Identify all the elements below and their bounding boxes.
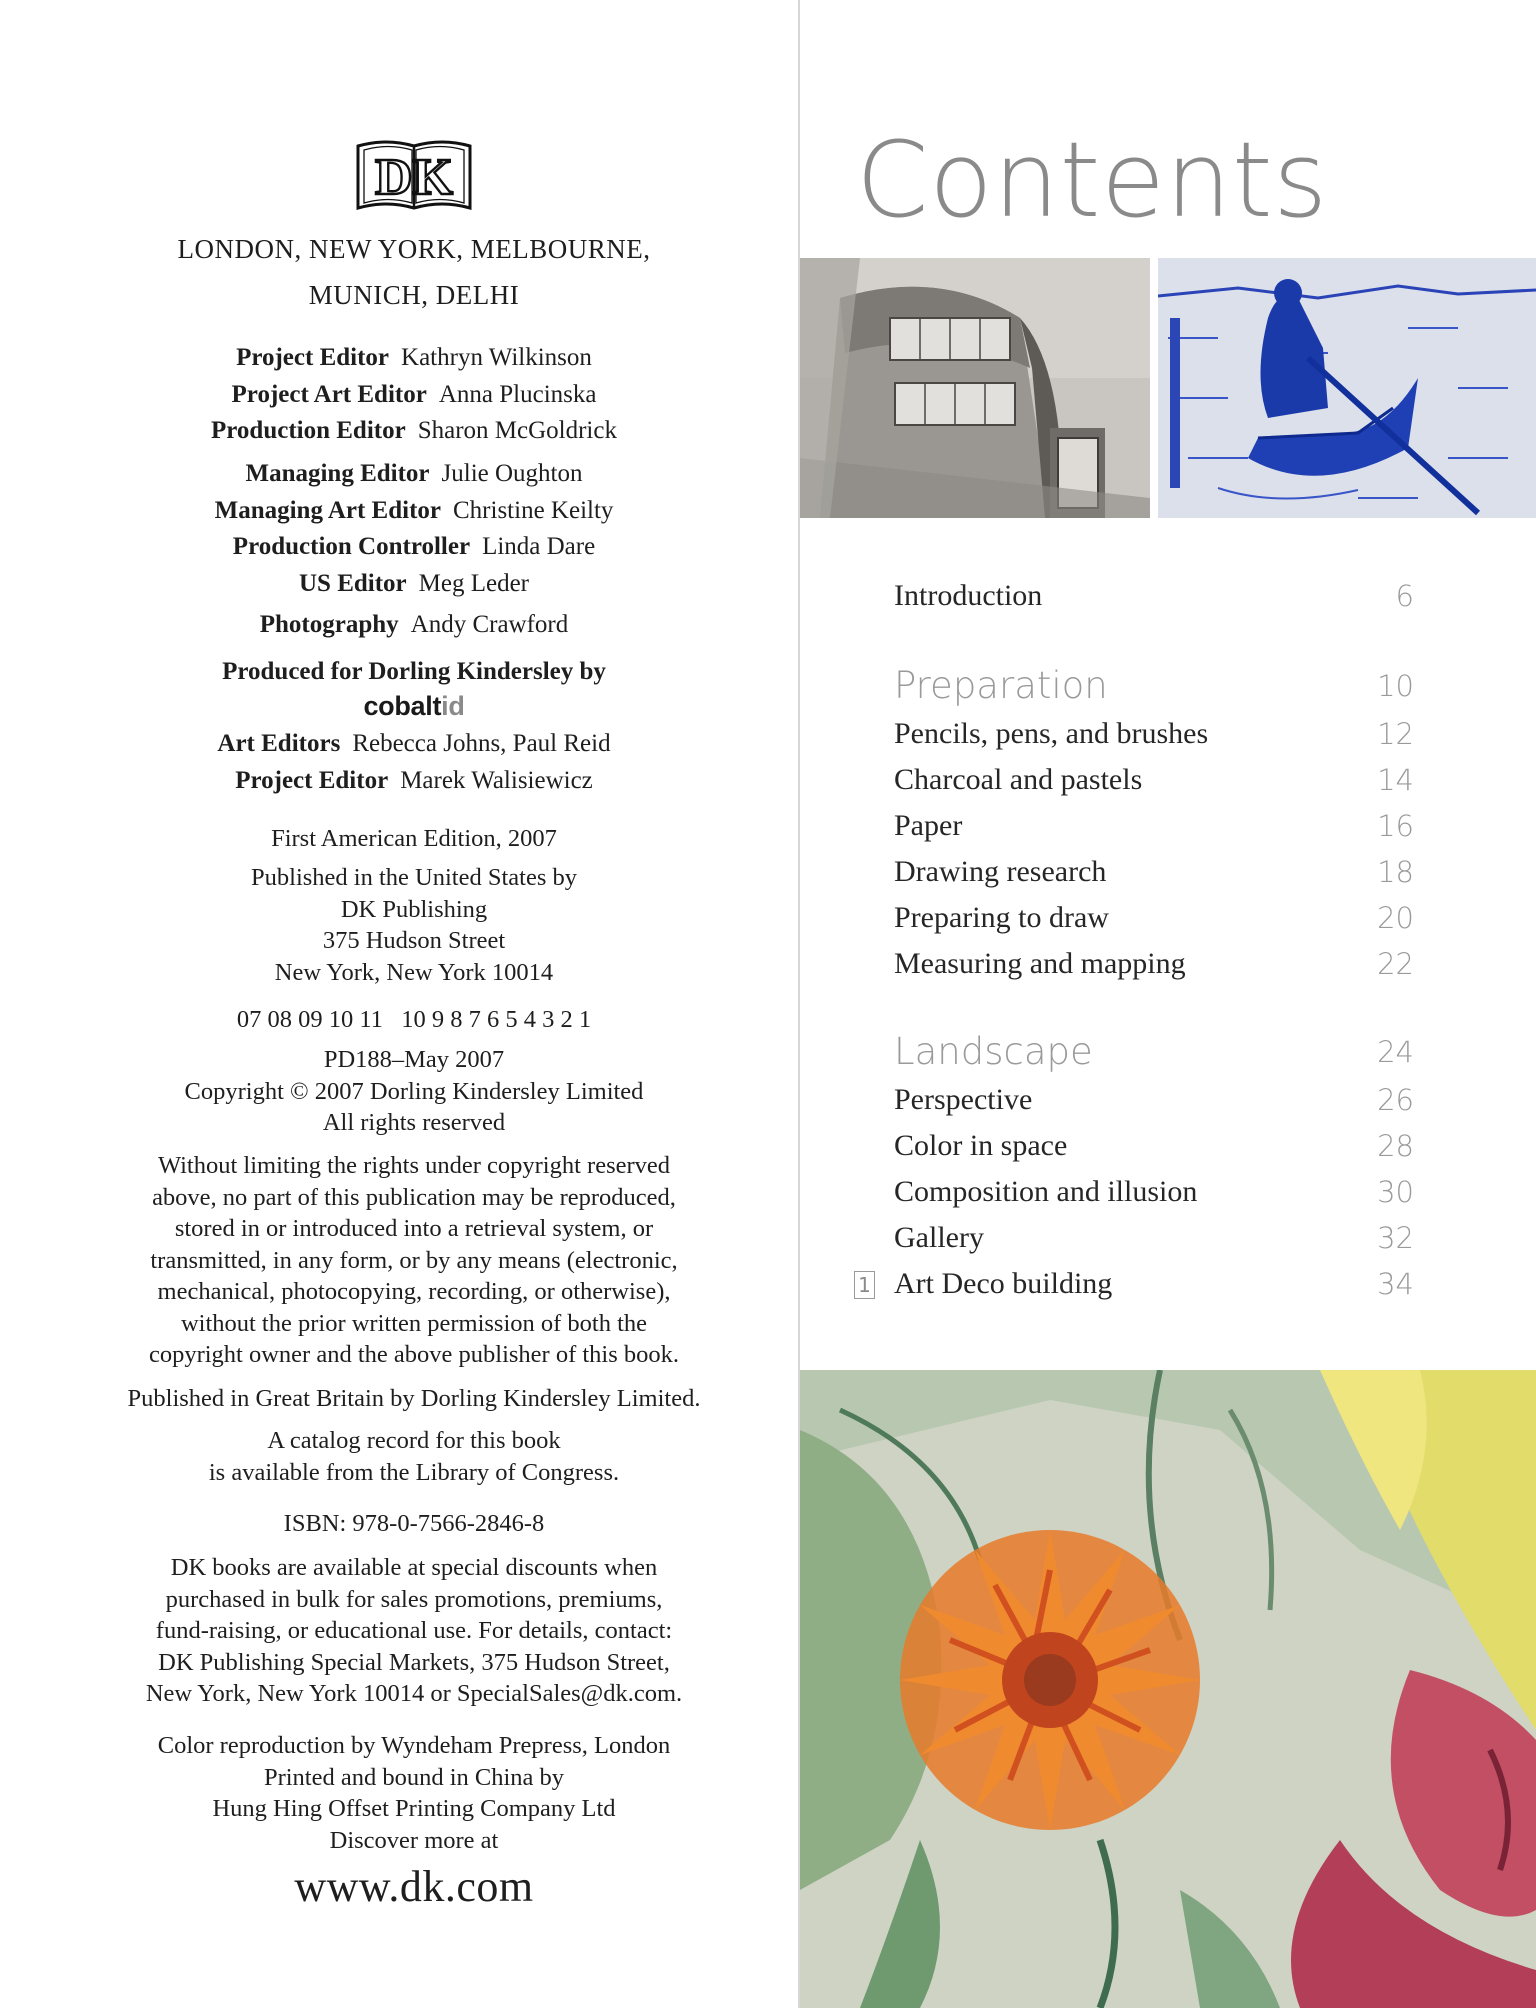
project-number-badge: 1 bbox=[854, 1271, 875, 1299]
contents-title: Contents bbox=[856, 119, 1328, 241]
dk-logo-letters: DK bbox=[375, 149, 453, 206]
credit-line bbox=[60, 763, 768, 800]
special-sales-line: New York, New York 10014 or SpecialSales@dk.com. bbox=[145, 1680, 683, 1707]
cities-line: LONDON, NEW YORK, MELBOURNE, bbox=[177, 234, 651, 264]
website-url[interactable]: www.dk.com bbox=[294, 1862, 534, 1911]
us-publisher-line: 375 Hudson Street bbox=[322, 927, 506, 954]
toc-entry[interactable] bbox=[894, 942, 1414, 986]
toc-page-number: 10 bbox=[1377, 669, 1414, 703]
credit-role: Production Editor bbox=[211, 417, 406, 444]
rights-line: copyright owner and the above publisher of this book. bbox=[148, 1341, 680, 1368]
credit-line bbox=[60, 413, 768, 450]
isbn-text: ISBN: 978-0-7566-2846-8 bbox=[283, 1510, 545, 1537]
toc-page-number: 16 bbox=[1377, 809, 1414, 843]
toc-page-number: 30 bbox=[1377, 1175, 1414, 1209]
publisher-cities bbox=[60, 226, 768, 318]
us-publisher-line: New York, New York 10014 bbox=[274, 958, 554, 986]
production-line: Color reproduction by Wyndeham Prepress, London bbox=[157, 1732, 671, 1759]
toc-title: Composition and illusion bbox=[894, 1175, 1198, 1208]
print-number-line bbox=[60, 1004, 768, 1036]
credit-role: US Editor bbox=[298, 569, 407, 597]
edition-line bbox=[60, 823, 768, 855]
gb-publisher bbox=[60, 1383, 768, 1415]
cobalt-id-logo bbox=[60, 691, 768, 721]
special-sales-line: fund-raising, or educational use. For details, contact: bbox=[155, 1617, 673, 1644]
toc-page-number: 28 bbox=[1377, 1129, 1414, 1163]
toc-page-number: 6 bbox=[1395, 579, 1414, 613]
catalog-record bbox=[60, 1425, 768, 1488]
copyright-line: PD188–May 2007 bbox=[323, 1046, 505, 1073]
toc-page-number: 22 bbox=[1377, 947, 1414, 981]
rights-line: Without limiting the rights under copyright reserved bbox=[157, 1152, 671, 1179]
toc-title: Landscape bbox=[894, 1030, 1093, 1073]
toc-section-heading[interactable] bbox=[894, 664, 1414, 708]
toc-page-number: 26 bbox=[1377, 1083, 1414, 1117]
dk-logo bbox=[352, 136, 476, 214]
us-publisher-line: Published in the United States by bbox=[251, 864, 577, 891]
credit-name: Andy Crawford bbox=[410, 611, 569, 638]
toc-entry[interactable] bbox=[894, 1170, 1414, 1214]
gb-publisher-text: Published in Great Britain by Dorling Kindersley Limited. bbox=[127, 1385, 701, 1412]
toc-entry[interactable] bbox=[894, 1124, 1414, 1168]
toc-section-heading[interactable] bbox=[894, 1030, 1414, 1074]
toc-entry[interactable] bbox=[894, 712, 1414, 756]
toc-page-number: 14 bbox=[1377, 763, 1414, 797]
copyright-line: Copyright © 2007 Dorling Kindersley Limited bbox=[184, 1077, 644, 1105]
catalog-line: A catalog record for this book bbox=[267, 1427, 561, 1454]
toc-page-number: 12 bbox=[1377, 717, 1414, 751]
toc-page-number: 24 bbox=[1377, 1035, 1414, 1069]
rights-line: without the prior written permission of both the bbox=[180, 1309, 648, 1337]
credit-name: Marek Walisiewicz bbox=[400, 766, 593, 794]
toc-entry[interactable] bbox=[894, 896, 1414, 940]
credit-line bbox=[60, 340, 768, 377]
credit-name: Christine Keilty bbox=[453, 496, 614, 524]
credit-role: Managing Editor bbox=[245, 460, 430, 487]
toc-entry[interactable] bbox=[894, 1078, 1414, 1122]
credit-line bbox=[60, 377, 768, 414]
toc-title: Measuring and mapping bbox=[894, 947, 1186, 980]
credit-role: Project Art Editor bbox=[231, 380, 427, 408]
rights-line: mechanical, photocopying, recording, or otherwise), bbox=[157, 1278, 671, 1305]
credit-name: Kathryn Wilkinson bbox=[401, 344, 592, 371]
credit-name: Linda Dare bbox=[482, 533, 596, 560]
producer-credits bbox=[60, 726, 768, 799]
credit-role: Photography bbox=[259, 611, 399, 638]
toc-entry[interactable] bbox=[894, 574, 1414, 618]
isbn-line bbox=[60, 1508, 768, 1540]
credit-name: Rebecca Johns, Paul Reid bbox=[352, 730, 611, 757]
toc-title: Art Deco building bbox=[894, 1267, 1113, 1300]
catalog-line: is available from the Library of Congress. bbox=[208, 1458, 620, 1486]
credit-role: Managing Art Editor bbox=[214, 496, 441, 524]
toc-title: Preparing to draw bbox=[894, 901, 1109, 934]
special-sales-line: DK Publishing Special Markets, 375 Hudson Street, bbox=[158, 1648, 670, 1676]
toc-entry[interactable] bbox=[858, 1262, 1414, 1306]
copyright-line: All rights reserved bbox=[322, 1109, 506, 1136]
production-line: Printed and bound in China by bbox=[263, 1763, 565, 1791]
producer-block bbox=[60, 654, 768, 721]
credit-role: Project Editor bbox=[236, 344, 390, 371]
toc-title: Perspective bbox=[894, 1083, 1033, 1116]
cobalt-logo-part: cobalt bbox=[363, 690, 442, 721]
credit-line bbox=[60, 456, 768, 493]
credit-role: Production Controller bbox=[232, 533, 471, 560]
photo-credits bbox=[60, 607, 768, 644]
toc-page-number: 32 bbox=[1377, 1221, 1414, 1255]
credit-line bbox=[60, 529, 768, 566]
toc-title: Gallery bbox=[894, 1221, 984, 1254]
toc-title: Pencils, pens, and brushes bbox=[894, 717, 1209, 750]
toc-page-number: 18 bbox=[1377, 855, 1414, 889]
cities-line: MUNICH, DELHI bbox=[308, 280, 520, 310]
management-credits bbox=[60, 456, 768, 602]
rights-line: above, no part of this publication may be reproduced, bbox=[152, 1183, 676, 1211]
toc-entry[interactable] bbox=[894, 1216, 1414, 1260]
special-sales bbox=[60, 1552, 768, 1710]
toc-title: Charcoal and pastels bbox=[894, 763, 1143, 796]
credit-line bbox=[60, 493, 768, 530]
dk-credits bbox=[60, 340, 768, 450]
toc-title: Paper bbox=[894, 809, 963, 842]
art-deco-building-drawing bbox=[800, 258, 1150, 518]
credit-line bbox=[60, 566, 768, 603]
gondolier-pen-drawing bbox=[1158, 258, 1536, 518]
production-line: Discover more at bbox=[329, 1826, 499, 1854]
toc-title: Drawing research bbox=[894, 855, 1107, 888]
toc-entry[interactable] bbox=[894, 850, 1414, 894]
credit-name: Sharon McGoldrick bbox=[417, 417, 617, 444]
credit-name: Meg Leder bbox=[418, 569, 530, 597]
copyright-block bbox=[60, 1044, 768, 1139]
production-credits bbox=[60, 1730, 768, 1856]
edition-text: First American Edition, 2007 bbox=[271, 825, 557, 852]
toc-page-number: 20 bbox=[1377, 901, 1414, 935]
credit-line bbox=[60, 607, 768, 644]
toc-entry[interactable] bbox=[894, 758, 1414, 802]
us-publisher bbox=[60, 862, 768, 988]
credit-name: Anna Plucinska bbox=[438, 380, 597, 408]
toc-title: Introduction bbox=[894, 579, 1043, 612]
print-number-text: 07 08 09 10 11 10 9 8 7 6 5 4 3 2 1 bbox=[236, 1006, 592, 1033]
production-line: Hung Hing Offset Printing Company Ltd bbox=[212, 1795, 616, 1822]
rights-line: stored in or introduced into a retrieval system, or bbox=[174, 1215, 654, 1242]
special-sales-line: DK books are available at special discounts when bbox=[170, 1554, 658, 1581]
toc-entry[interactable] bbox=[894, 804, 1414, 848]
cobalt-logo-part: id bbox=[441, 690, 465, 721]
credit-line bbox=[60, 726, 768, 763]
credit-role: Project Editor bbox=[235, 766, 389, 794]
produced-for-line: Produced for Dorling Kindersley by bbox=[222, 658, 606, 685]
special-sales-line: purchased in bulk for sales promotions, premiums, bbox=[165, 1585, 663, 1613]
rights-notice bbox=[60, 1150, 768, 1371]
credit-role: Art Editors bbox=[217, 730, 341, 757]
toc-title: Color in space bbox=[894, 1129, 1068, 1162]
flower-pastel-painting bbox=[800, 1370, 1536, 2008]
rights-line: transmitted, in any form, or by any means (electronic, bbox=[150, 1246, 678, 1274]
credit-name: Julie Oughton bbox=[441, 460, 583, 487]
toc-title: Preparation bbox=[894, 664, 1108, 707]
us-publisher-line: DK Publishing bbox=[340, 895, 488, 923]
toc-page-number: 34 bbox=[1377, 1267, 1414, 1301]
